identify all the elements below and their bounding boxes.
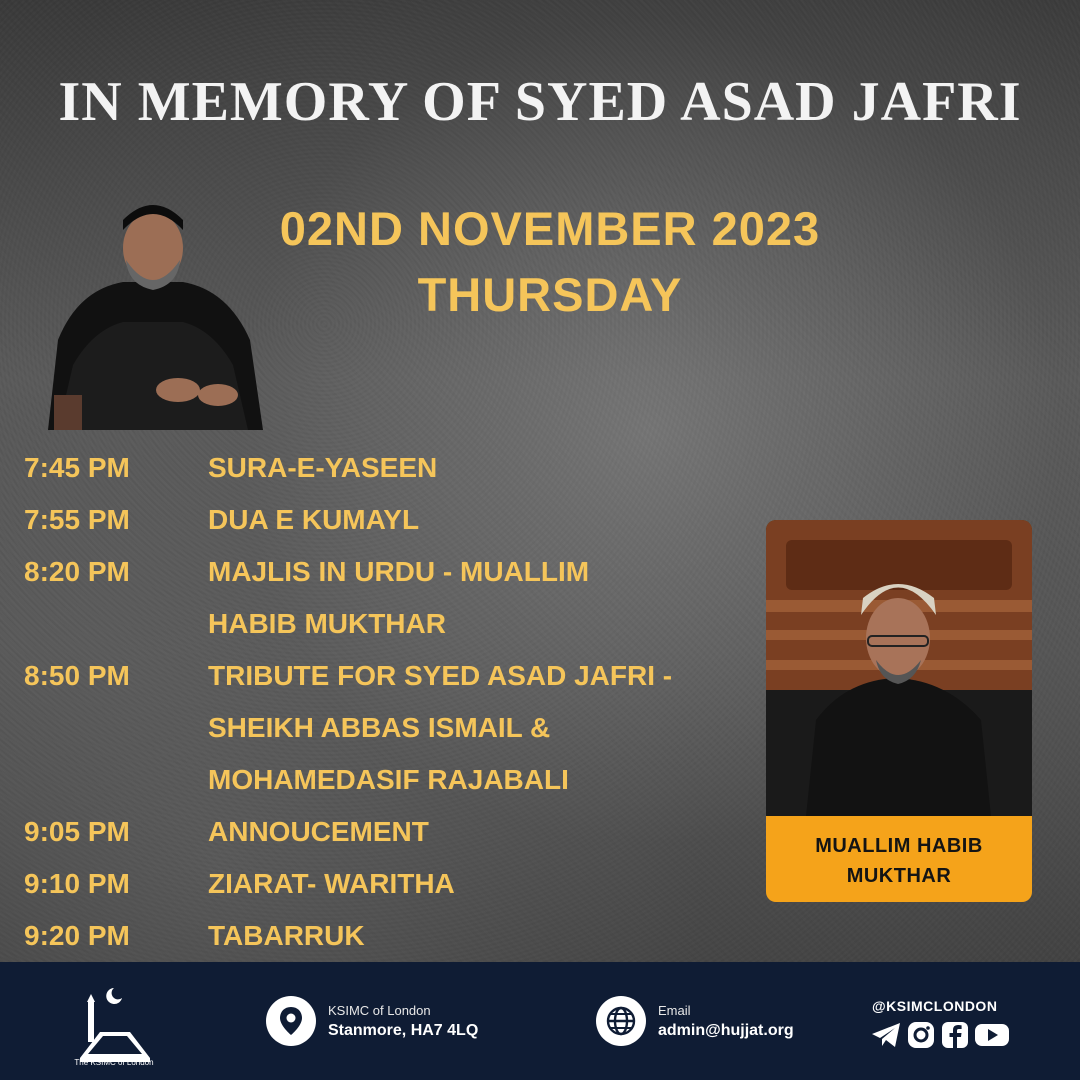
schedule-item-text: HABIB MUKTHAR — [208, 608, 446, 639]
schedule-time: 9:05 PM — [24, 816, 130, 847]
schedule-item — [208, 494, 764, 546]
speaker-photo-right — [766, 520, 1032, 816]
schedule-item-text: TABARRUK — [208, 920, 365, 951]
schedule-time: 8:20 PM — [24, 556, 130, 587]
speaker-name-line2: MUKTHAR — [846, 865, 952, 887]
email-contact[interactable] — [596, 996, 794, 1046]
speaker-card — [766, 520, 1032, 902]
location-contact — [266, 996, 478, 1046]
telegram-icon[interactable] — [870, 1020, 902, 1050]
social-handle: @KSIMCLONDON — [872, 998, 998, 1014]
location-pin-icon — [266, 996, 316, 1046]
schedule-list — [24, 442, 764, 962]
social-icons — [870, 1020, 1010, 1050]
email-value[interactable]: admin@hujjat.org — [658, 1022, 794, 1039]
schedule-row — [24, 494, 764, 546]
youtube-icon[interactable] — [974, 1020, 1010, 1050]
mosque-logo-icon — [70, 980, 160, 1070]
schedule-row — [24, 442, 764, 494]
schedule-item-text: SURA-E-YASEEN — [208, 452, 438, 483]
schedule-item-text: MOHAMEDASIF RAJABALI — [208, 764, 569, 795]
page-title: IN MEMORY OF SYED ASAD JAFRI — [58, 71, 1022, 133]
schedule-time: 7:55 PM — [24, 504, 130, 535]
event-date: 02ND NOVEMBER 2023 — [279, 202, 821, 255]
schedule-item-text: SHEIKH ABBAS ISMAIL & — [208, 712, 551, 743]
email-label: Email — [658, 1003, 691, 1018]
schedule-row — [24, 858, 764, 910]
schedule-item — [208, 858, 764, 910]
schedule-row — [24, 910, 764, 962]
schedule-item-text: ANNOUCEMENT — [208, 816, 429, 847]
logo-caption: The KSIMC of London — [74, 1058, 154, 1067]
schedule-item — [208, 910, 764, 962]
globe-icon — [596, 996, 646, 1046]
schedule-item-text: DUA E KUMAYL — [208, 504, 420, 535]
speaker-name-label — [766, 820, 1032, 902]
schedule-item — [208, 806, 764, 858]
schedule-item — [208, 546, 764, 650]
footer-bar — [0, 962, 1080, 1080]
location-value: Stanmore, HA7 4LQ — [328, 1022, 479, 1039]
event-date-block — [230, 196, 870, 328]
speaker-name-line1: MUALLIM HABIB — [815, 835, 983, 857]
schedule-item-text: MAJLIS IN URDU - MUALLIM — [208, 556, 590, 587]
schedule-time: 7:45 PM — [24, 452, 130, 483]
schedule-item — [208, 442, 764, 494]
schedule-item-text: ZIARAT- WARITHA — [208, 868, 455, 899]
schedule-time: 9:20 PM — [24, 920, 130, 951]
schedule-item-text: TRIBUTE FOR SYED ASAD JAFRI - — [208, 660, 673, 691]
facebook-icon[interactable] — [940, 1020, 970, 1050]
schedule-row — [24, 806, 764, 858]
schedule-time: 8:50 PM — [24, 660, 130, 691]
schedule-row — [24, 546, 764, 650]
location-label: KSIMC of London — [328, 1003, 431, 1018]
schedule-row — [24, 650, 764, 806]
schedule-item — [208, 650, 764, 806]
schedule-time: 9:10 PM — [24, 868, 130, 899]
instagram-icon[interactable] — [906, 1020, 936, 1050]
event-weekday: THURSDAY — [417, 268, 683, 321]
